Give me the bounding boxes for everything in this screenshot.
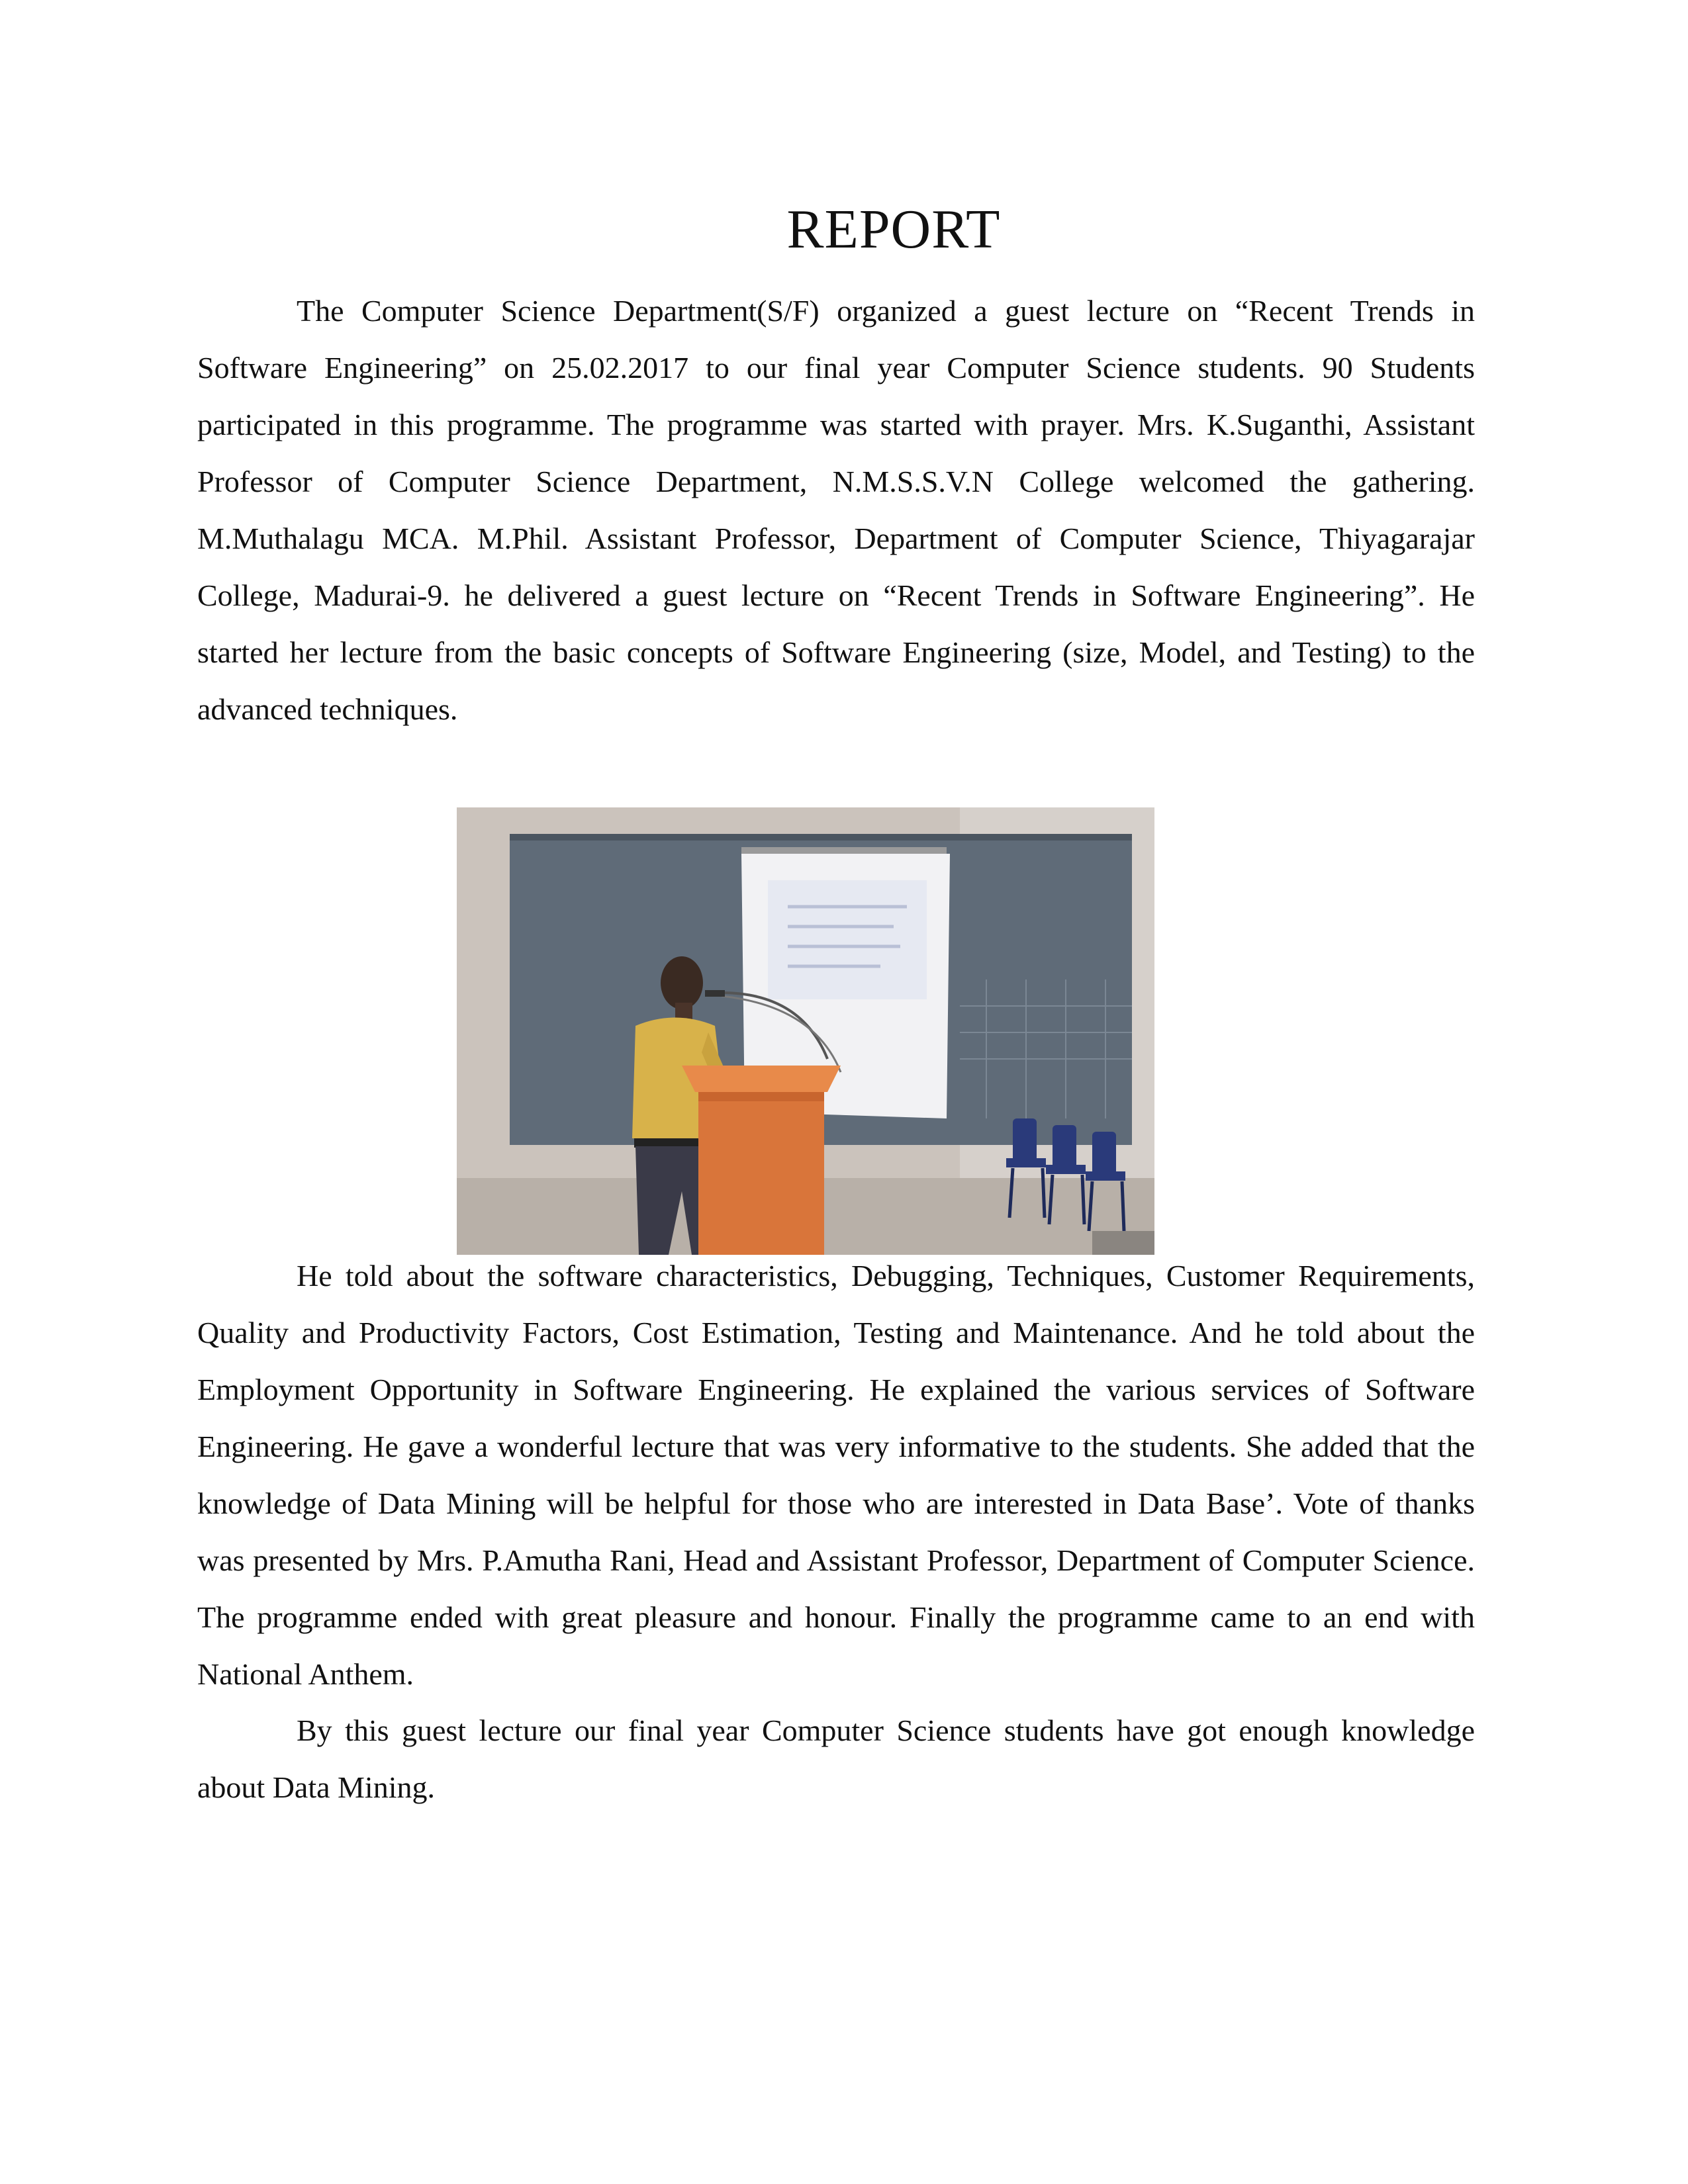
page-title: REPORT xyxy=(786,199,1001,260)
photo-podium xyxy=(682,1066,841,1092)
paragraph-conclusion: By this guest lecture our final year Computer Science students have got enough knowledge about Data Mining. xyxy=(197,1713,1475,1804)
paragraph-details: He told about the software characteristics, Debugging, Techniques, Customer Requirements, Quality and Productivity Factors, Cost Estimation, Testing and Maintenance. And he told about the Employment Opportunity in Software Engineering. He explained the various services of Software Engineering. He gave a wonderful lecture that was very informative to the students. She added that the knowledge of Data Mining will be helpful for those who are interested in Data Base’. Vote of thanks was presented by Mrs. P.Amutha Rani, Head and Assistant Professor, Department of Computer Science. The programme ended with great pleasure and honour. Finally the programme came to an end with National Anthem. xyxy=(197,1259,1475,1691)
photo-speaker-head xyxy=(661,956,703,1009)
paragraph-intro: The Computer Science Department(S/F) organized a guest lecture on “Recent Trends in Software Engineering” on 25.02.2017 to our final year Computer Science students. 90 Students participated in this programme. The programme was started with prayer. Mrs. K.Suganthi, Assistant Professor of Computer Science Department, N.M.S.S.V.N College welcomed the gathering. M.Muthalagu MCA. M.Phil. Assistant Professor, Department of Computer Science, Thiyagarajar College, Madurai-9. he delivered a guest lecture on “Recent Trends in Software Engineering”. He started her lecture from the basic concepts of Software Engineering (size, Model, and Testing) to the advanced techniques. xyxy=(197,294,1475,726)
lecture-photo xyxy=(457,807,1154,1255)
